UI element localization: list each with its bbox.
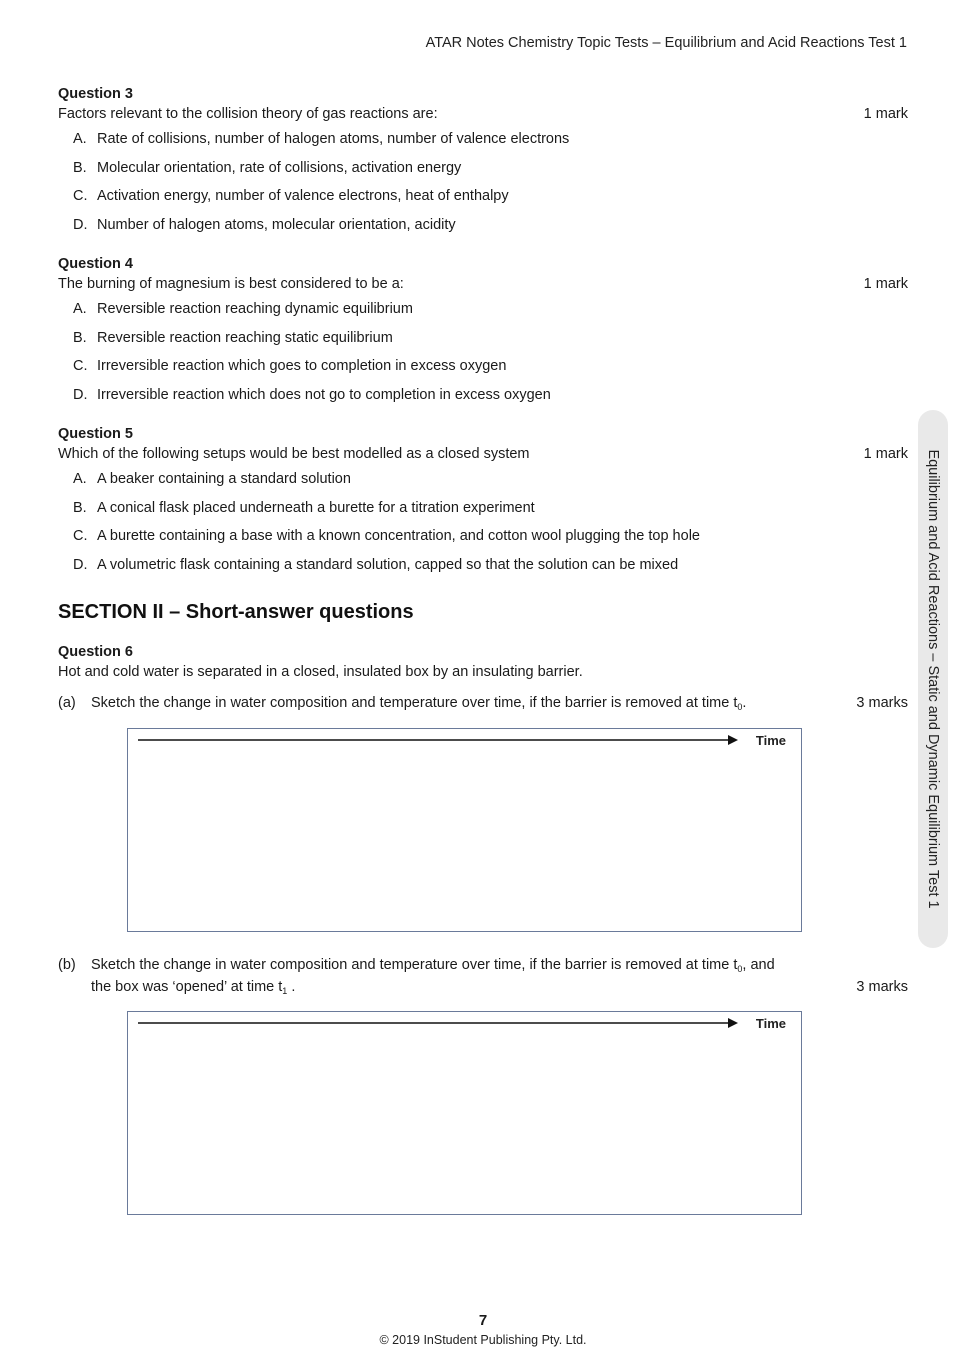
marks-label: 1 mark xyxy=(863,276,908,292)
option-d[interactable] xyxy=(58,551,908,580)
option-text: Number of halogen atoms, molecular orientation, acidity xyxy=(97,216,456,233)
option-text: Reversible reaction reaching dynamic equilibrium xyxy=(97,301,413,317)
question-6 xyxy=(58,643,908,683)
option-text: A volumetric flask containing a standard solution, capped so that the solution can be mixed xyxy=(97,556,679,573)
option-text: Irreversible reaction which does not go to completion in excess oxygen xyxy=(97,386,551,403)
option-c[interactable] xyxy=(58,522,908,551)
question-title: Question 4 xyxy=(58,256,133,272)
option-c[interactable] xyxy=(58,352,908,381)
question-stem xyxy=(58,443,908,465)
option-letter: B. xyxy=(73,499,87,516)
page-number: 7 xyxy=(478,1312,488,1329)
option-text: A burette containing a base with a known concentration, and cotton wool plugging the top hole xyxy=(97,528,700,544)
option-text: Irreversible reaction which goes to completion in excess oxygen xyxy=(97,358,507,374)
question-3 xyxy=(58,85,908,239)
option-c[interactable] xyxy=(58,182,908,211)
option-letter: D. xyxy=(73,556,88,573)
stem-text: Factors relevant to the collision theory of gas reactions are: xyxy=(58,106,438,122)
option-letter: A. xyxy=(73,131,87,147)
part-text: Sketch the change in water composition and temperature over time, if the barrier is removed at time $t_0$. xyxy=(91,695,747,712)
question-stem xyxy=(58,273,908,295)
option-letter: A. xyxy=(73,301,87,317)
marks-label: 3 marks xyxy=(856,979,908,995)
stem-text: Which of the following setups would be best modelled as a closed system xyxy=(58,446,530,462)
part-a xyxy=(58,692,908,714)
part-label: (b) xyxy=(58,957,76,973)
option-letter: A. xyxy=(73,471,87,487)
option-b[interactable] xyxy=(58,494,908,523)
axis-label: Time xyxy=(755,733,786,748)
option-text: A beaker containing a standard solution xyxy=(97,471,351,487)
stem-text: The burning of magnesium is best considered to be a: xyxy=(58,276,404,292)
marks-label: 1 mark xyxy=(863,106,908,122)
time-axis-arrow xyxy=(138,1016,738,1030)
question-5 xyxy=(58,425,908,579)
option-text: A conical flask placed underneath a burette for a titration experiment xyxy=(97,499,535,516)
option-a[interactable] xyxy=(58,465,908,494)
option-letter: C. xyxy=(73,528,88,544)
time-axis-arrow xyxy=(138,733,738,747)
question-title: Question 6 xyxy=(58,644,133,660)
marks-label: 3 marks xyxy=(856,695,908,711)
sketch-area-b[interactable] xyxy=(127,1011,802,1215)
copyright: © 2019 InStudent Publishing Pty. Ltd. xyxy=(379,1333,587,1347)
option-text: Rate of collisions, number of halogen atoms, number of valence electrons xyxy=(97,131,570,147)
side-tab-text: Equilibrium and Acid Reactions – Static and Dynamic Equilibrium Test 1 xyxy=(925,449,941,909)
option-letter: C. xyxy=(73,358,88,374)
question-stem: Hot and cold water is separated in a closed, insulated box by an insulating barrier. xyxy=(58,664,583,680)
option-letter: B. xyxy=(73,329,87,346)
option-b[interactable] xyxy=(58,324,908,353)
marks-label: 1 mark xyxy=(863,446,908,462)
question-stem xyxy=(58,103,908,125)
option-text: Reversible reaction reaching static equilibrium xyxy=(97,329,393,346)
option-letter: B. xyxy=(73,159,87,176)
option-text: Activation energy, number of valence electrons, heat of enthalpy xyxy=(97,188,509,204)
axis-label: Time xyxy=(755,1016,786,1031)
part-text: Sketch the change in water composition and temperature over time, if the barrier is removed at time $t_0$, and the box was ‘opened’ at time $t_1$ . xyxy=(91,957,775,996)
part-b xyxy=(58,954,908,998)
sketch-area-a[interactable] xyxy=(127,728,802,932)
option-a[interactable] xyxy=(58,125,908,154)
option-d[interactable] xyxy=(58,381,908,410)
part-label: (a) xyxy=(58,695,76,711)
running-header: ATAR Notes Chemistry Topic Tests – Equilibrium and Acid Reactions Test 1 xyxy=(425,35,907,51)
option-b[interactable] xyxy=(58,154,908,183)
question-4 xyxy=(58,255,908,409)
option-letter: C. xyxy=(73,188,88,204)
section-heading: SECTION II – Short-answer questions xyxy=(58,601,414,623)
question-title: Question 3 xyxy=(58,86,133,102)
option-a[interactable] xyxy=(58,295,908,324)
option-d[interactable] xyxy=(58,211,908,240)
option-text: Molecular orientation, rate of collisions, activation energy xyxy=(97,159,462,176)
option-letter: D. xyxy=(73,386,88,403)
question-title: Question 5 xyxy=(58,426,133,442)
side-tab xyxy=(918,410,948,948)
option-letter: D. xyxy=(73,216,88,233)
